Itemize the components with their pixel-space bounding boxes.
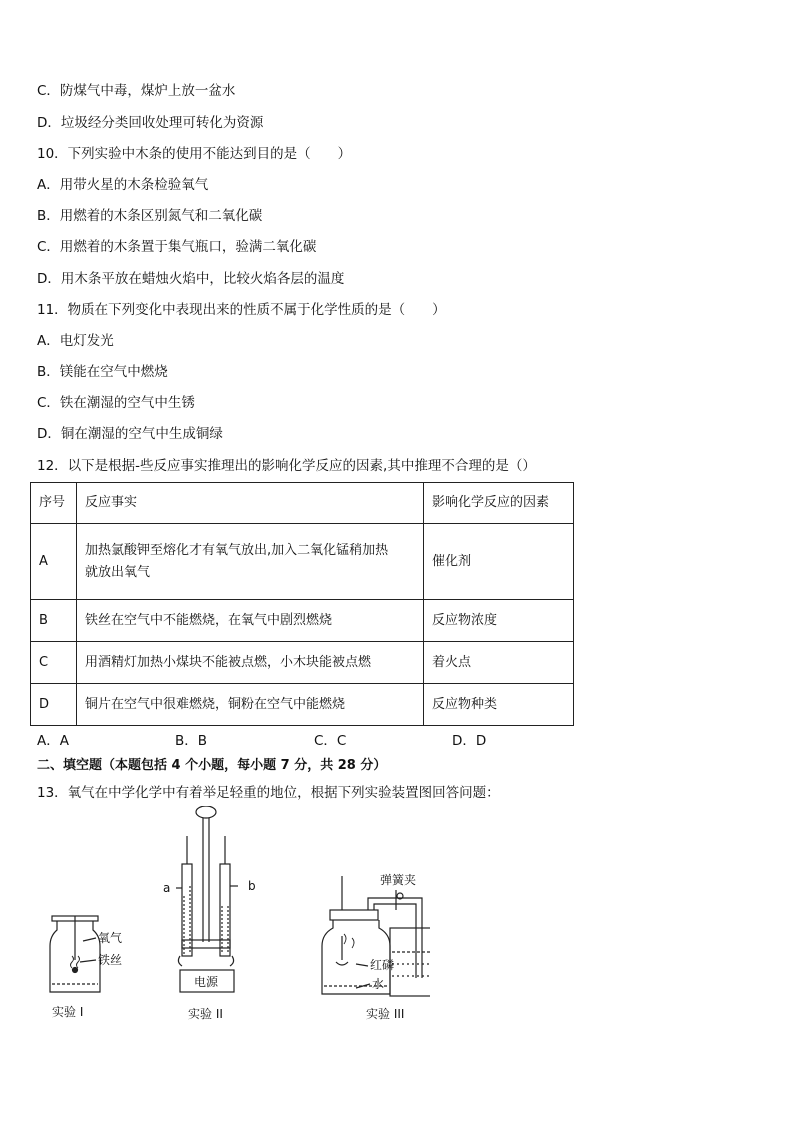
table-header-row bbox=[31, 483, 574, 524]
q10-option-b: B．用燃着的木条区别氮气和二氧化碳 bbox=[37, 208, 263, 224]
row-id: D bbox=[31, 684, 77, 726]
exp3-clamp-label: 弹簧夹 bbox=[380, 873, 417, 887]
q11-option-b: B．镁能在空气中燃烧 bbox=[37, 364, 168, 380]
row-fact-line: 加热氯酸钾至熔化才有氧气放出,加入二氧化锰稍加热 bbox=[85, 542, 389, 558]
q12-table bbox=[30, 482, 574, 726]
q12-option-d: D．D bbox=[452, 733, 487, 749]
experiment-1-apparatus bbox=[50, 916, 100, 992]
header-fact: 反应事实 bbox=[77, 483, 424, 524]
exp3-water-label: 水 bbox=[372, 977, 385, 991]
exp1-label: 实验 I bbox=[52, 1005, 84, 1019]
row-fact-line: 就放出氧气 bbox=[85, 564, 151, 580]
section-2-heading: 二、填空题（本题包括 4 个小题，每小题 7 分，共 28 分） bbox=[37, 758, 387, 773]
q10-option-d: D．用木条平放在蜡烛火焰中，比较火焰各层的温度 bbox=[37, 271, 345, 287]
q12-option-b: B．B bbox=[175, 733, 208, 749]
q12-option-a: A．A bbox=[37, 733, 69, 749]
row-id: A bbox=[31, 524, 77, 600]
experiment-figure bbox=[30, 806, 430, 1026]
header-factor: 影响化学反应的因素 bbox=[424, 483, 574, 524]
exp2-a-label: a bbox=[163, 881, 171, 895]
row-fact: 铁丝在空气中不能燃烧，在氧气中剧烈燃烧 bbox=[77, 600, 424, 642]
q10-option-c: C．用燃着的木条置于集气瓶口，验满二氧化碳 bbox=[37, 239, 317, 255]
header-id: 序号 bbox=[31, 483, 77, 524]
q11-option-c: C．铁在潮湿的空气中生锈 bbox=[37, 395, 195, 411]
row-fact bbox=[77, 524, 424, 600]
exp3-label: 实验 III bbox=[366, 1007, 405, 1021]
q11-option-a: A．电灯发光 bbox=[37, 333, 114, 349]
q9-option-d: D．垃圾经分类回收处理可转化为资源 bbox=[37, 115, 264, 131]
q12-stem: 12．以下是根据-些反应事实推理出的影响化学反应的因素,其中推理不合理的是（） bbox=[37, 458, 536, 474]
row-factor: 催化剂 bbox=[424, 524, 574, 600]
q9-option-c: C．防煤气中毒，煤炉上放一盆水 bbox=[37, 83, 236, 99]
experiment-2-apparatus bbox=[176, 806, 238, 992]
row-id: B bbox=[31, 600, 77, 642]
exp2-power-label: 电源 bbox=[194, 975, 219, 989]
row-id: C bbox=[31, 642, 77, 684]
exp1-wire-label: 铁丝 bbox=[98, 953, 123, 967]
table-row bbox=[31, 642, 574, 684]
row-factor: 着火点 bbox=[424, 642, 574, 684]
table-row bbox=[31, 684, 574, 726]
q11-stem: 11．物质在下列变化中表现出来的性质不属于化学性质的是（ ） bbox=[37, 302, 446, 318]
exp2-b-label: b bbox=[248, 879, 256, 893]
q11-option-d: D．铜在潮湿的空气中生成铜绿 bbox=[37, 426, 223, 442]
exp1-oxygen-label: 氧气 bbox=[98, 931, 123, 945]
row-factor: 反应物浓度 bbox=[424, 600, 574, 642]
row-factor: 反应物种类 bbox=[424, 684, 574, 726]
row-fact: 用酒精灯加热小煤块不能被点燃，小木块能被点燃 bbox=[77, 642, 424, 684]
row-fact: 铜片在空气中很难燃烧，铜粉在空气中能燃烧 bbox=[77, 684, 424, 726]
q13-stem: 13．氧气在中学化学中有着举足轻重的地位，根据下列实验装置图回答问题： bbox=[37, 785, 500, 801]
table-row bbox=[31, 600, 574, 642]
exp2-label: 实验 II bbox=[188, 1007, 223, 1021]
q10-stem: 10．下列实验中木条的使用不能达到目的是（ ） bbox=[37, 146, 352, 162]
table-row bbox=[31, 524, 574, 600]
q10-option-a: A．用带火星的木条检验氧气 bbox=[37, 177, 209, 193]
q12-option-c: C．C bbox=[314, 733, 347, 749]
exp3-phosphorus-label: 红磷 bbox=[370, 958, 395, 972]
